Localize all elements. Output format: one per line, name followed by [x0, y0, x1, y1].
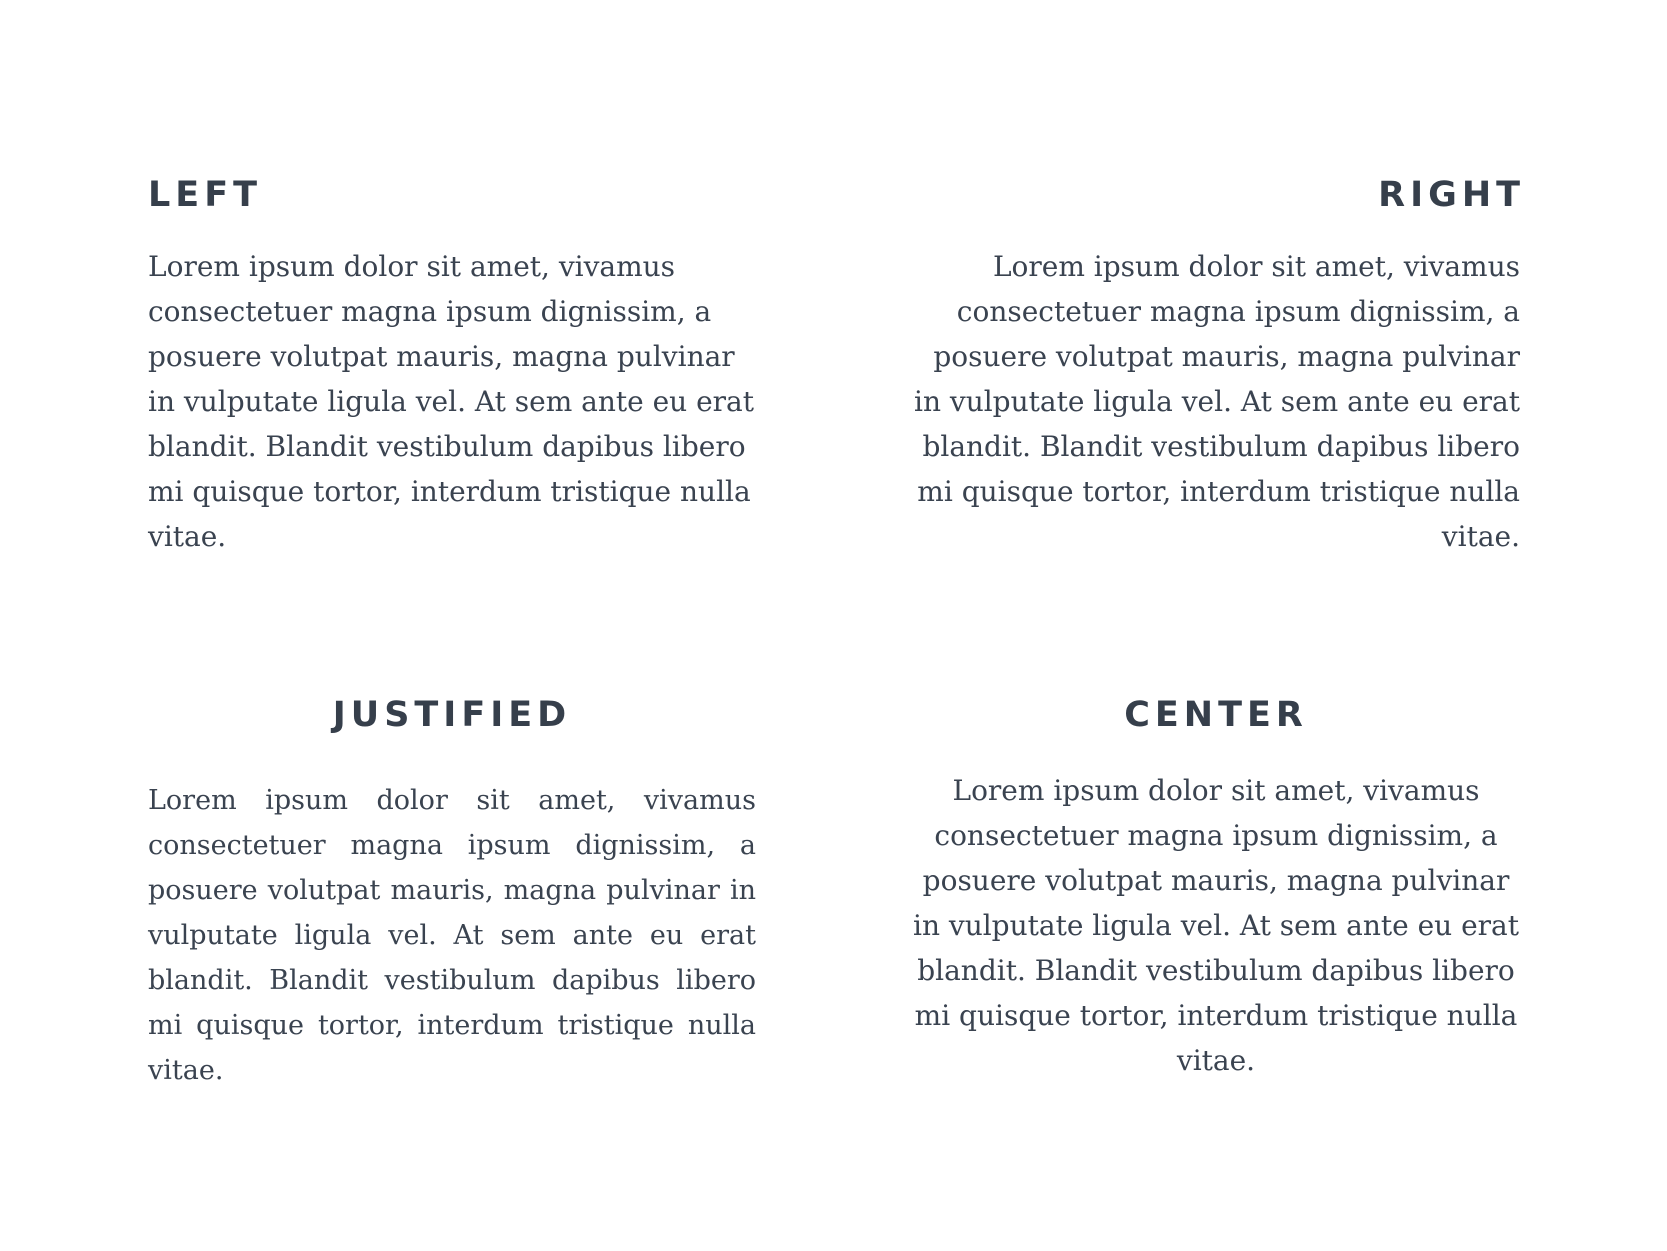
center-heading: CENTER — [1124, 695, 1308, 735]
left-aligned-block — [148, 174, 756, 559]
left-paragraph: Lorem ipsum dolor sit amet, vivamus consectetuer magna ipsum dignissim, a posuere volutpat mauris, magna pulvinar in vulputate ligula vel. At sem ante eu erat blandit. Blandit vestibulum dapibus libero mi quisque tortor, interdum tristique nulla vitae. — [148, 250, 755, 553]
right-aligned-block — [912, 174, 1525, 559]
justified-heading: JUSTIFIED — [332, 695, 572, 735]
justified-paragraph: Lorem ipsum dolor sit amet, vivamus consectetuer magna ipsum dignissim, a posuere volutpat mauris, magna pulvinar in vulputate ligula vel. At sem ante eu erat blandit. Blandit vestibulum dapibus libero mi quisque tortor, interdum tristique nulla vitae. — [148, 785, 756, 1086]
center-paragraph: Lorem ipsum dolor sit amet, vivamus consectetuer magna ipsum dignissim, a posuere volutpat mauris, magna pulvinar in vulputate ligula vel. At sem ante eu erat blandit. Blandit vestibulum dapibus libero mi quisque tortor, interdum tristique nulla vitae. — [912, 774, 1519, 1077]
right-heading: RIGHT — [1378, 175, 1525, 215]
left-heading: LEFT — [148, 175, 262, 215]
center-aligned-block — [912, 694, 1520, 1083]
right-paragraph: Lorem ipsum dolor sit amet, vivamus consectetuer magna ipsum dignissim, a posuere volutpat mauris, magna pulvinar in vulputate ligula vel. At sem ante eu erat blandit. Blandit vestibulum dapibus libero mi quisque tortor, interdum tristique nulla vitae. — [913, 250, 1520, 553]
justified-block — [148, 694, 756, 1093]
